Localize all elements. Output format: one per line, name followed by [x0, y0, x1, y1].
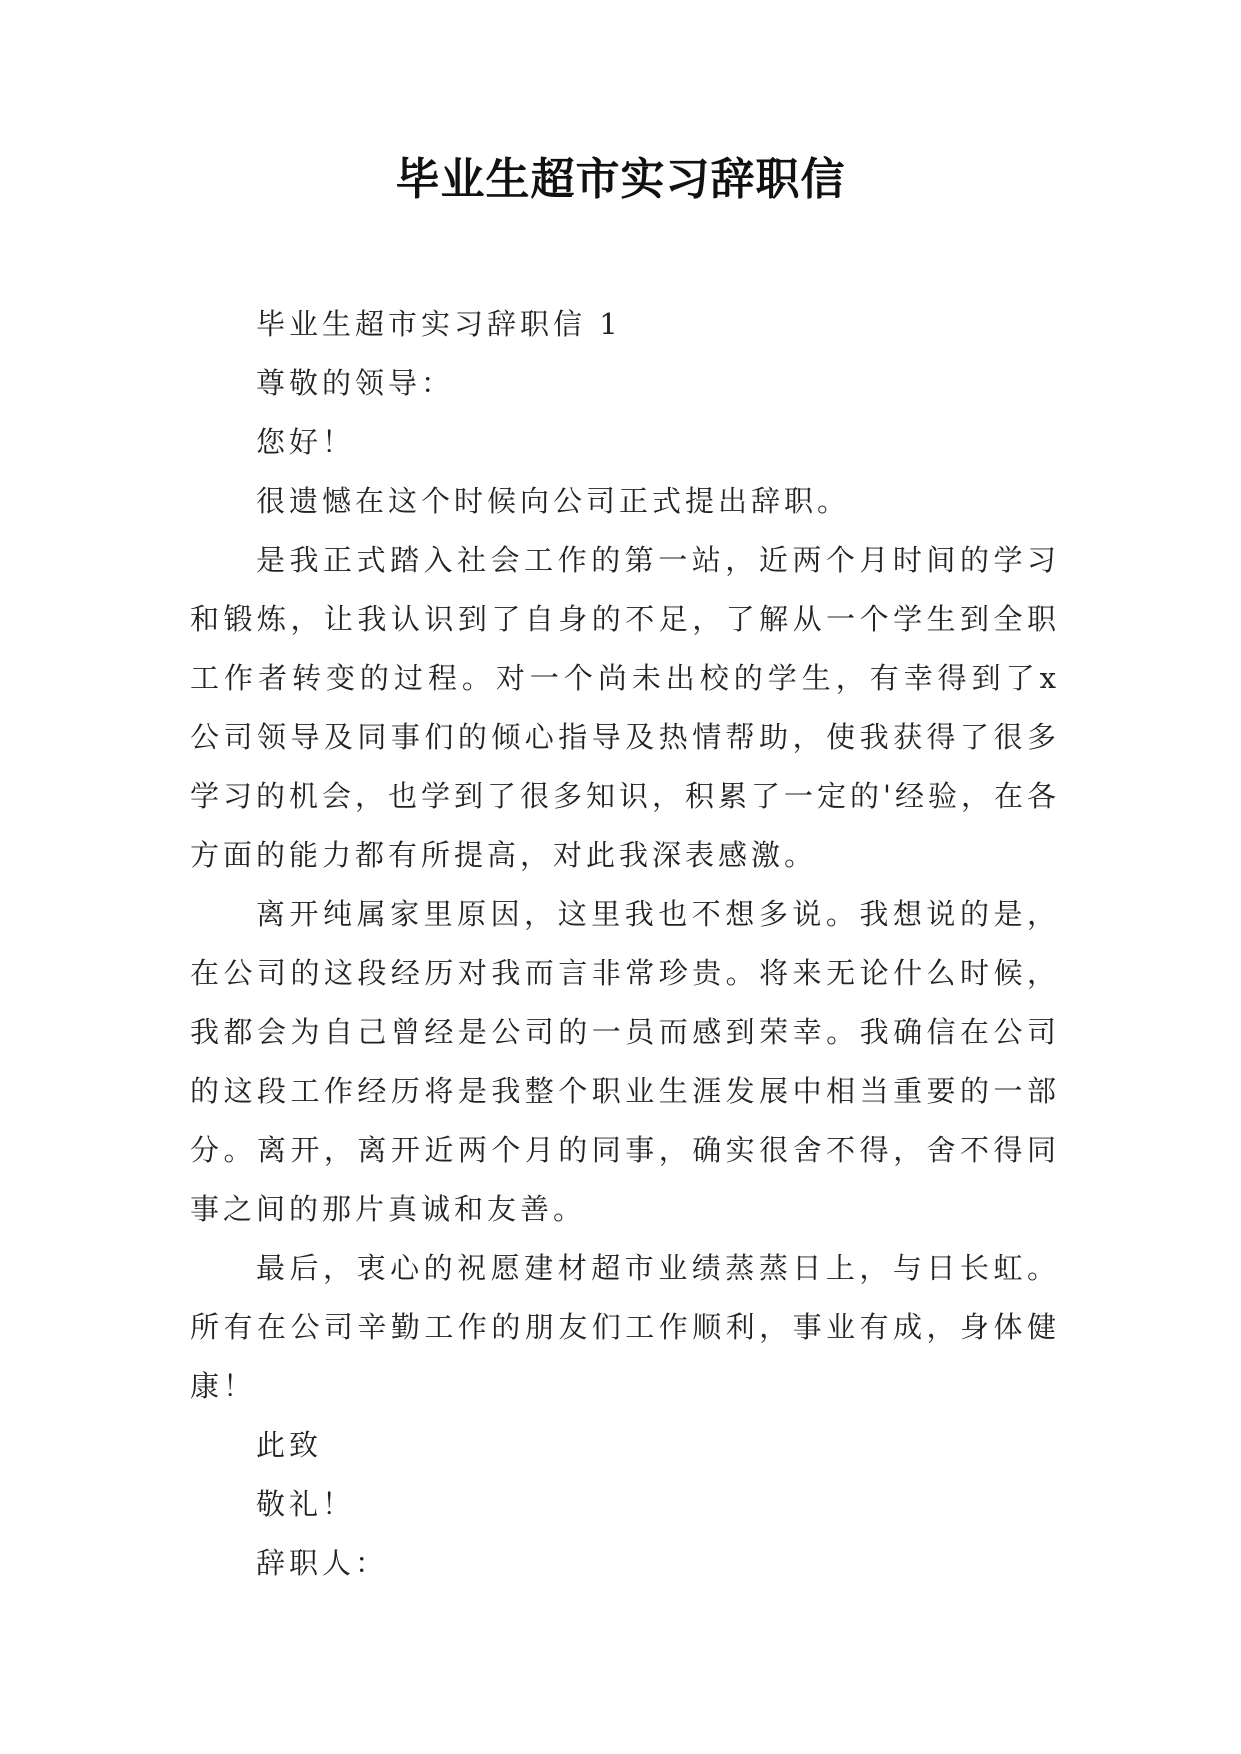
letter-salutation: 尊敬的领导：: [256, 366, 455, 400]
paragraph-3: 离开纯属家里原因，这里我也不想多说。我想说的是，在公司的这段经历对我而言非常珍贵。将来无论什么时候，我都会为自己曾经是公司的一员而感到荣幸。我确信在公司的这段工作经历将是我整个职业生涯发展中相当重要的一部分。离开，离开近两个月的同事，确实很舍不得，舍不得同事之间的那片真诚和友善。: [190, 897, 1060, 1226]
document-title: 毕业生超市实习辞职信: [395, 154, 846, 205]
closing-line-2: 敬礼！: [256, 1487, 356, 1521]
letter-greeting: 您好！: [256, 425, 356, 459]
paragraph-4: 最后，衷心的祝愿建材超市业绩蒸蒸日上，与日长虹。所有在公司辛勤工作的朋友们工作顺利，事业有成，身体健康！: [190, 1251, 1060, 1403]
letter-subtitle: 毕业生超市实习辞职信 1: [256, 307, 622, 341]
paragraph-1: 很遗憾在这个时候向公司正式提出辞职。: [256, 484, 851, 518]
paragraph-2: 是我正式踏入社会工作的第一站，近两个月时间的学习和锻炼，让我认识到了自身的不足，了解从一个学生到全职工作者转变的过程。对一个尚未出校的学生，有幸得到了x公司领导及同事们的倾心指导及热情帮助，使我获得了很多学习的机会，也学到了很多知识，积累了一定的'经验，在各方面的能力都有所提高，对此我深表感激。: [190, 543, 1060, 872]
signature-label: 辞职人：: [256, 1546, 389, 1580]
closing-line-1: 此致: [256, 1428, 323, 1462]
document-body: [190, 295, 1060, 1593]
